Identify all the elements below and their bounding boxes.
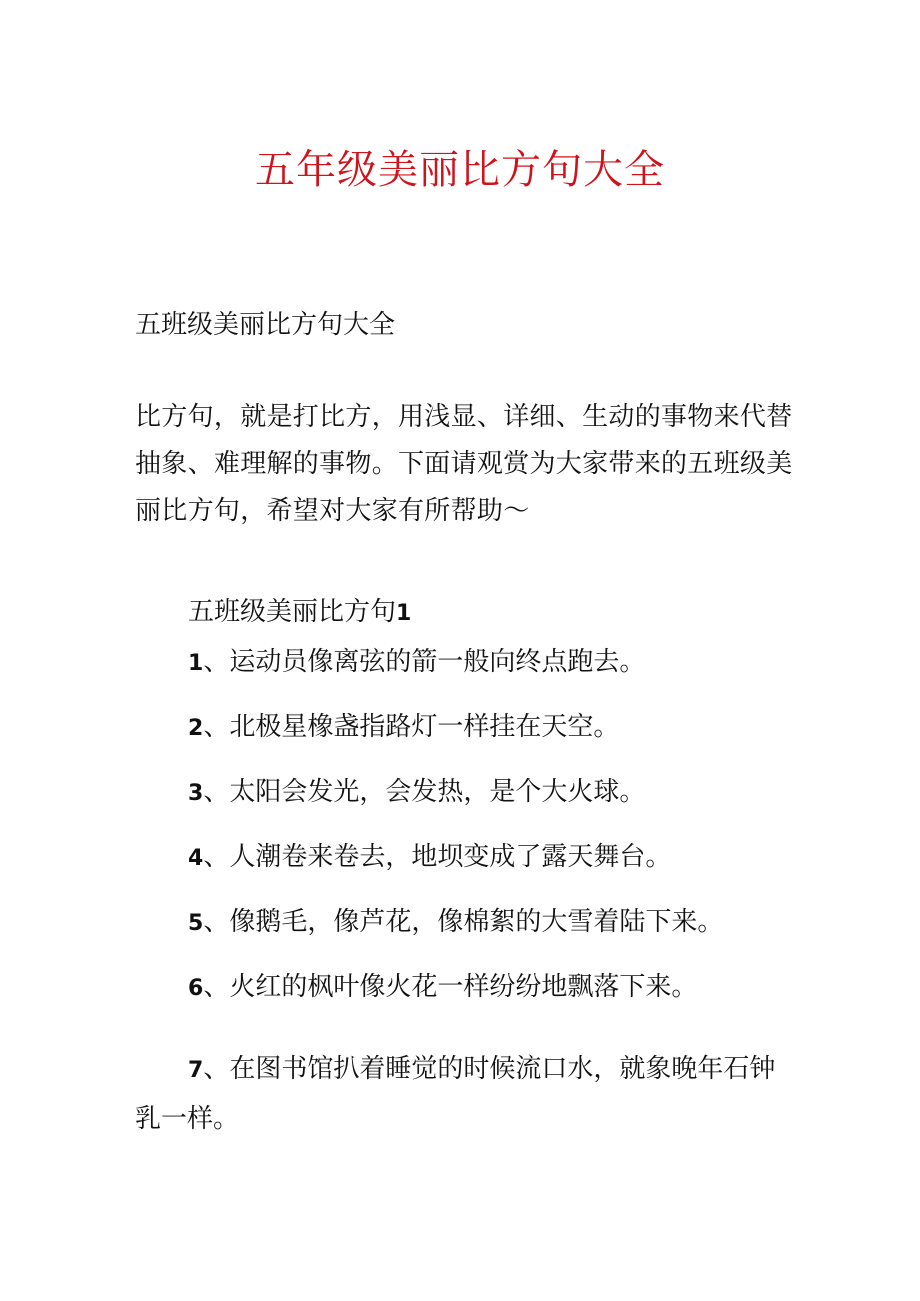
item-text: 运动员像离弦的箭一般向终点跑去。 xyxy=(229,647,646,677)
item-number: 7 xyxy=(188,1058,204,1083)
item-separator: 、 xyxy=(203,647,230,677)
item-number: 4 xyxy=(188,846,204,871)
item-text: 像鹅毛，像芦花，像棉絮的大雪着陆下来。 xyxy=(229,907,724,937)
item-separator: 、 xyxy=(203,1054,230,1084)
document-title: 五年级美丽比方句大全 xyxy=(255,147,665,193)
item-text: 太阳会发光，会发热，是个大火球。 xyxy=(229,777,646,807)
item-number: 1 xyxy=(188,651,204,676)
section-heading-number: 1 xyxy=(396,601,412,626)
section-heading xyxy=(188,590,411,636)
list-item xyxy=(188,640,798,686)
item-text: 在图书馆扒着睡觉的时候流口水，就象晚年石钟乳一样。 xyxy=(135,1054,776,1134)
item-separator: 、 xyxy=(203,972,230,1002)
list-item xyxy=(188,835,798,881)
intro-paragraph: 比方句，就是打比方，用浅显、详细、生动的事物来代替抽象、难理解的事物。下面请观赏为大家带来的五班级美丽比方句，希望对大家有所帮助～ xyxy=(135,402,793,526)
section-heading-text: 五班级美丽比方句 xyxy=(188,597,397,627)
list-item xyxy=(188,770,798,816)
item-separator: 、 xyxy=(203,907,230,937)
item-separator: 、 xyxy=(203,842,230,872)
item-text: 火红的枫叶像火花一样纷纷地飘落下来。 xyxy=(229,972,698,1002)
item-number: 3 xyxy=(188,781,204,806)
item-number: 2 xyxy=(188,716,204,741)
item-separator: 、 xyxy=(203,712,230,742)
list-item xyxy=(188,900,798,946)
item-separator: 、 xyxy=(203,777,230,807)
document-subtitle: 五班级美丽比方句大全 xyxy=(135,310,396,340)
item-text: 人潮卷来卷去，地坝变成了露天舞台。 xyxy=(229,842,672,872)
item-number: 5 xyxy=(188,911,204,936)
item-text: 北极星橡盏指路灯一样挂在天空。 xyxy=(229,712,620,742)
list-item xyxy=(135,1045,795,1143)
list-item xyxy=(188,705,798,751)
item-number: 6 xyxy=(188,976,204,1001)
list-item xyxy=(188,965,798,1011)
